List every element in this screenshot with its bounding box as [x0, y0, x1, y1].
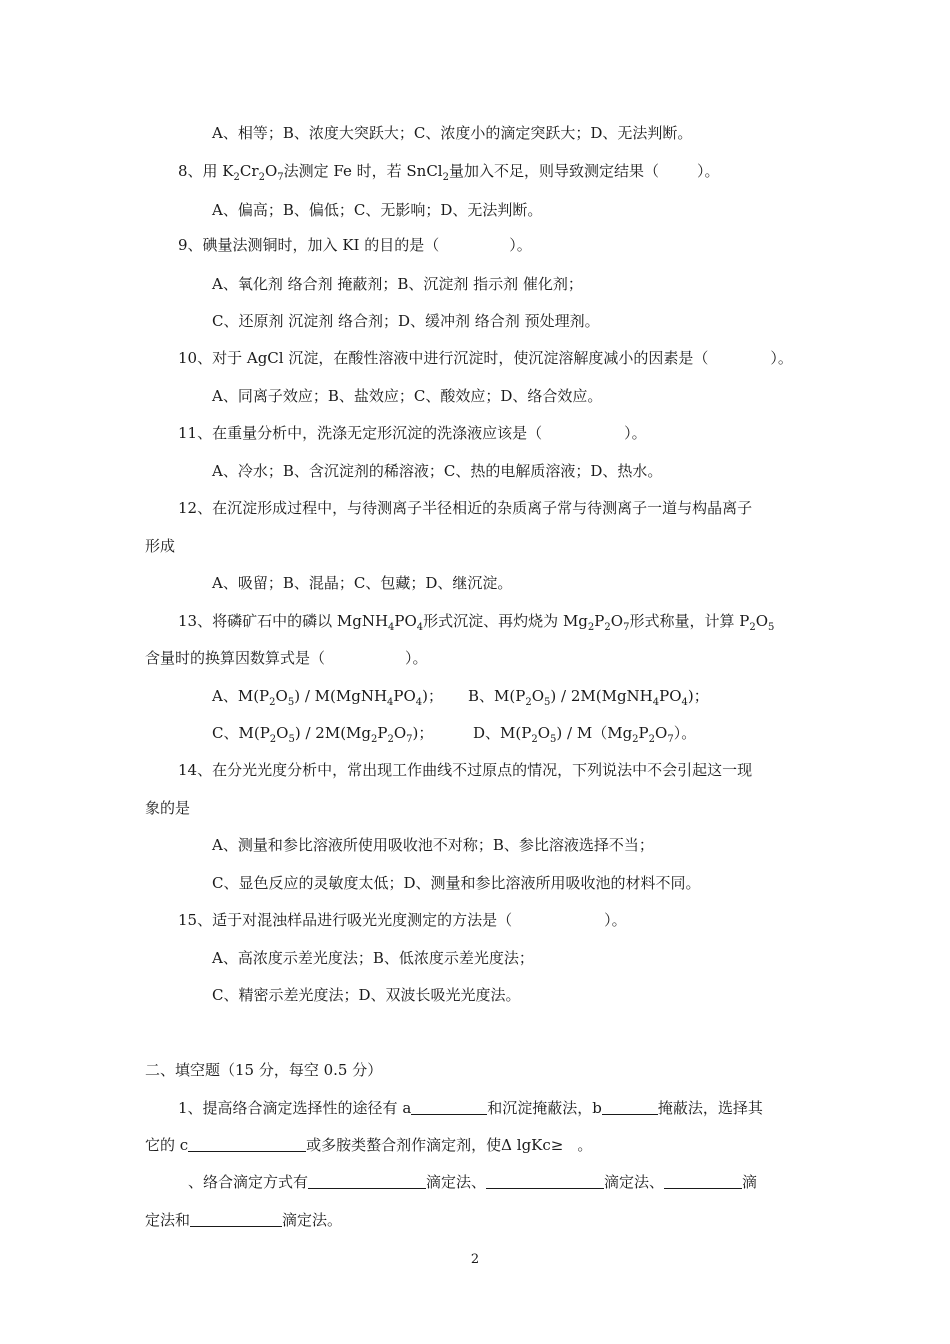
answer-blank	[308, 1172, 426, 1189]
q14-options-1: A、测量和参比溶液所使用吸收池不对称；B、参比溶液选择不当；	[212, 836, 654, 854]
q10-options: A、同离子效应；B、盐效应；C、酸效应；D、络合效应。	[212, 387, 603, 405]
answer-blank	[188, 1135, 306, 1152]
fill-question-1-line-2: 它的 c 或多胺类螯合剂作滴定剂，使Δ lgKc≥ 。	[145, 1136, 593, 1154]
q15-options-1: A、高浓度示差光度法；B、低浓度示差光度法；	[212, 949, 534, 967]
q14-options-2: C、显色反应的灵敏度太低；D、测量和参比溶液所用吸收池的材料不同。	[212, 874, 701, 892]
page-number: 2	[470, 1252, 480, 1267]
question-12-line-2: 形成	[145, 537, 176, 555]
question-14-line-2: 象的是	[145, 799, 191, 817]
answer-blank	[190, 1210, 282, 1227]
q11-options: A、冷水；B、含沉淀剂的稀溶液；C、热的电解质溶液；D、热水。	[212, 462, 663, 480]
answer-blank	[602, 1098, 658, 1115]
question-10: 10、对于 AgCl 沉淀，在酸性溶液中进行沉淀时，使沉淀溶解度减小的因素是（ ）。	[178, 349, 793, 367]
q9-options-1: A、氧化剂 络合剂 掩蔽剂；B、沉淀剂 指示剂 催化剂；	[212, 275, 583, 293]
q15-options-2: C、精密示差光度法；D、双波长吸光光度法。	[212, 986, 521, 1004]
question-12-line-1: 12、在沉淀形成过程中，与待测离子半径相近的杂质离子常与待测离子一道与构晶离子	[178, 499, 753, 517]
section-heading: 二、填空题（15 分，每空 0.5 分）	[145, 1061, 383, 1079]
fill-question-2-line-1: 、络合滴定方式有 滴定法、 滴定法、 滴	[188, 1173, 758, 1191]
q9-options-2: C、还原剂 沉淀剂 络合剂；D、缓冲剂 络合剂 预处理剂。	[212, 312, 600, 330]
fill-question-2-line-2: 定法和 滴定法。	[145, 1211, 343, 1229]
q7-options: A、相等；B、浓度大突跃大；C、浓度小的滴定突跃大；D、无法判断。	[212, 124, 693, 142]
question-11: 11、在重量分析中，洗涤无定形沉淀的洗涤液应该是（ ）。	[178, 424, 647, 442]
q13-option-d: D、$M(P_2O_5) / M(Mg_2P_2O_7)$。	[473, 724, 697, 745]
q13-option-a: A、$M(P_2O_5)$ / $M(MgNH_4PO_4)$；	[212, 687, 444, 708]
q13-option-b: B、$M(P_2O_5)$ / $2M(MgNH_4PO_4)$；	[468, 687, 709, 708]
q8-options: A、偏高；B、偏低；C、无影响；D、无法判断。	[212, 201, 543, 219]
question-13-line-2: 含量时的换算因数算式是（ ）。	[145, 649, 428, 667]
question-15: 15、适于对混浊样品进行吸光光度测定的方法是（ ）。	[178, 911, 627, 929]
question-14-line-1: 14、在分光光度分析中，常出现工作曲线不过原点的情况，下列说法中不会引起这一现	[178, 761, 753, 779]
fill-question-1-line-1: 1、提高络合滴定选择性的途径有 a 和沉淀掩蔽法，b 掩蔽法，选择其	[178, 1099, 763, 1117]
q12-options: A、吸留；B、混晶；C、包藏；D、继沉淀。	[212, 574, 513, 592]
question-8: 8、用 $K_2Cr_2O_7$法测定 Fe 时，若 SnCl$_2$量加入不足，则导致测定结果（ ）。	[178, 162, 720, 183]
answer-blank	[411, 1098, 487, 1115]
answer-blank	[486, 1172, 604, 1189]
question-9: 9、碘量法测铜时，加入 KI 的目的是（ ）。	[178, 236, 532, 254]
q13-option-c: C、$M(P_2O_5) / 2M(Mg_2P_2O_7)$；	[212, 724, 434, 745]
answer-blank	[664, 1172, 742, 1189]
question-13-line-1: 13、将磷矿石中的磷以 $MgNH_4PO_4$形式沉淀、再灼烧为 $Mg_2P_2O_7$形式称量，计算 $P_2O_5$	[178, 612, 775, 633]
